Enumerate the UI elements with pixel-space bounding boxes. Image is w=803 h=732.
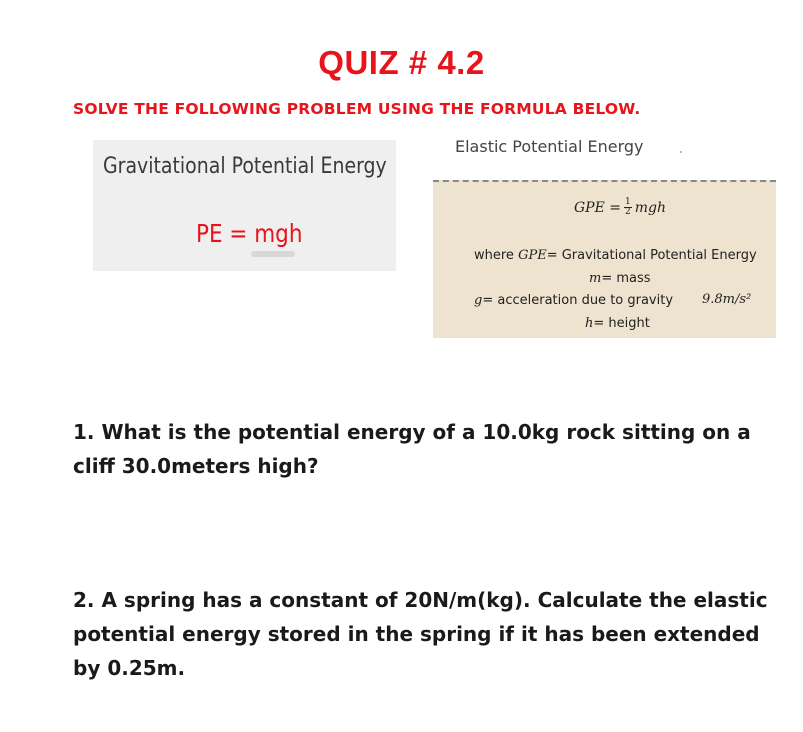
formula-rhs: mgh: [634, 199, 667, 216]
elastic-formula-card: [433, 180, 776, 338]
formula-fraction: [624, 198, 632, 217]
elastic-potential-energy-heading: Elastic Potential Energy: [455, 137, 644, 156]
watermark-smudge: [251, 251, 295, 257]
question-2: 2. A spring has a constant of 20N/m(kg). Calculate the elastic potential energy stored in the spring if it has been extended by 0.25m.: [73, 588, 768, 680]
gpe-definition-text: = Gravitational Potential Energy: [546, 248, 757, 263]
definition-gpe: [474, 248, 757, 263]
elastic-card-formula: [574, 198, 666, 217]
gravity-symbol: g: [474, 293, 483, 308]
definition-height: [585, 316, 650, 331]
definition-gravity: [474, 293, 673, 308]
definition-mass: [589, 271, 651, 286]
gravitational-formula: PE = mgh: [196, 219, 303, 248]
fraction-denominator: 2: [625, 207, 631, 217]
decorative-dot: [680, 151, 682, 153]
question-1: 1. What is the potential energy of a 10.0kg rock sitting on a cliff 30.0meters high?: [73, 420, 751, 478]
gravity-definition-text: = acceleration due to gravity: [482, 293, 674, 308]
definition-prefix: where: [474, 248, 514, 263]
gpe-symbol: GPE: [518, 248, 547, 263]
formula-lhs: GPE =: [574, 199, 622, 216]
instruction-text: SOLVE THE FOLLOWING PROBLEM USING THE FORMULA BELOW.: [73, 100, 641, 118]
gravitational-card-heading: Gravitational Potential Energy: [103, 154, 387, 179]
mass-symbol: m: [589, 271, 602, 286]
mass-definition-text: = mass: [601, 271, 651, 286]
quiz-title: QUIZ # 4.2: [318, 44, 485, 81]
gravity-value: 9.8m/s²: [702, 292, 752, 307]
fraction-numerator: 1: [625, 197, 631, 207]
height-definition-text: = height: [593, 316, 650, 331]
gravitational-potential-energy-card: [93, 140, 396, 271]
height-symbol: h: [585, 316, 594, 331]
